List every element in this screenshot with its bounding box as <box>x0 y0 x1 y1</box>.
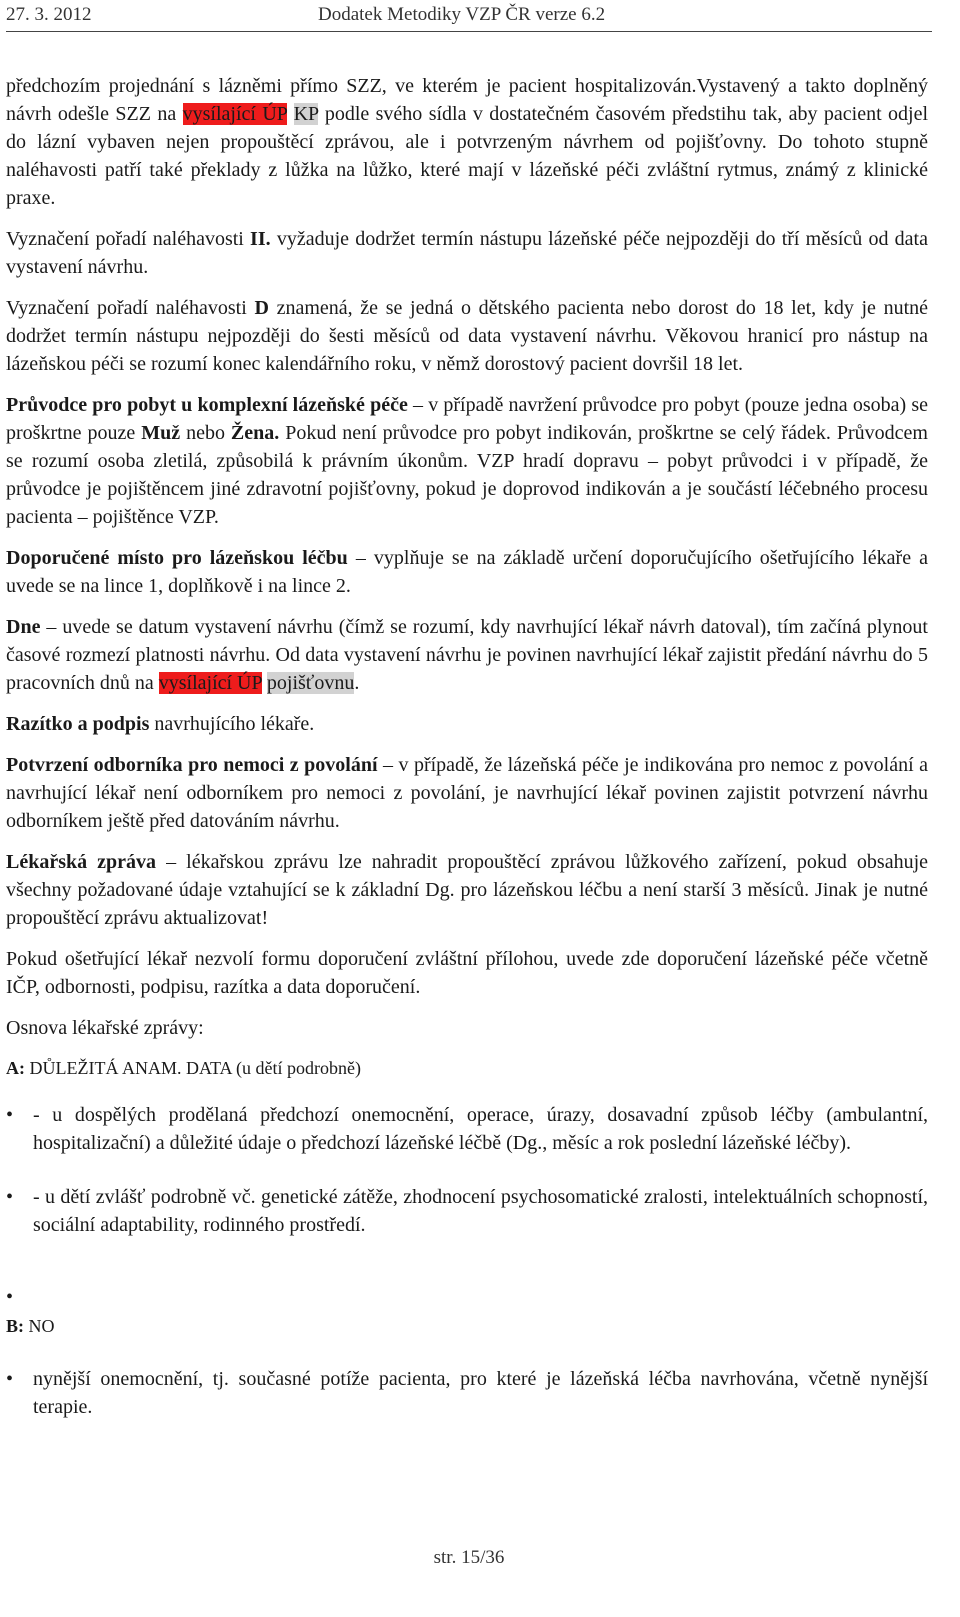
paragraph-transfer: předchozím projednání s lázněmi přímo SZZ, ve kterém je pacient hospitalizován.Vystavený a takto doplněný návrh odešle SZZ na vysílající ÚP KP podle svého sídla v dostatečném časovém předstihu tak, aby pacient odjel do lázní vybaven nejen propouštěcí zprávou, ale i potvrzeným návrhem od pojišťovny. Do tohoto stupně naléhavosti patří také překlady z lůžka na lůžko, které mají v lázeňské péči zvláštní rytmus, známý z klinické praxe. <box>6 75 929 209</box>
list-item: • nynější onemocnění, tj. současné potíže pacienta, pro které je lázeňská léčba navrhována, včetně nynější terapie. <box>6 1365 928 1421</box>
header-date: 27. 3. 2012 <box>6 4 92 25</box>
paragraph-stamp-signature: Razítko a podpis navrhujícího lékaře. <box>6 713 315 735</box>
section-b-heading: B: NO <box>6 1316 55 1336</box>
highlight-gray: KP <box>293 103 319 125</box>
document-body <box>6 72 928 1447</box>
paragraph-medical-report: Lékařská zpráva – lékařskou zprávu lze nahradit propouštěcí zprávou lůžkového zařízení, pokud obsahuje všechny požadované údaje vztahující se k základní Dg. pro lázeňskou léčbu a není starší 3 měsíců. Jinak je nutné propouštěcí zprávu aktualizovat! <box>6 851 929 929</box>
list-item: • - u dospělých prodělaná předchozí onemocnění, operace, úrazy, dosavadní způsob léčby (ambulantní, hospitalizační) a důležité údaje o předchozí lázeňské léčbě (Dg., měsíc a rok poslední lázeňské léčby). <box>6 1101 928 1157</box>
paragraph-recommendation: Pokud ošetřující lékař nezvolí formu doporučení zvláštní přílohou, uvede zde doporučení lázeňské péče včetně IČP, odbornosti, podpisu, razítka a data doporučení. <box>6 948 928 998</box>
list-item: • - u dětí zvlášť podrobně vč. genetické zátěže, zhodnocení psychosomatické zralosti, intelektuálních schopností, sociální adaptability, rodinného prostředí. <box>6 1183 928 1239</box>
bullet-list-b <box>6 1365 928 1421</box>
bullet-icon: • <box>6 1104 14 1126</box>
bullet-icon: • <box>6 1368 14 1390</box>
section-a-heading: A: DŮLEŽITÁ ANAM. DATA (u dětí podrobně) <box>6 1058 362 1078</box>
header-divider <box>6 31 932 32</box>
paragraph-companion: Průvodce pro pobyt u komplexní lázeňské péče – v případě navržení průvodce pro pobyt (pouze jedna osoba) se proškrtne pouze Muž nebo Žena. Pokud není průvodce pro pobyt indikován, proškrtne se celý řádek. Průvodcem se rozumí osoba zletilá, způsobilá k právním úkonům. VZP hradí dopravu – pobyt průvodci i v případě, že průvodce je pojištěncem jiné zdravotní pojišťovny, pokud je doprovod indikován a je součástí léčebného procesu pacienta – pojištěnce VZP. <box>6 394 928 528</box>
header-title: Dodatek Metodiky VZP ČR verze 6.2 <box>318 4 606 25</box>
paragraph-occupational-disease: Potvrzení odborníka pro nemoci z povolání – v případě, že lázeňská péče je indikována pro nemoc z povolání a navrhující lékař není odborníkem pro nemoci z povolání, je navrhující lékař povinen zajistit potvrzení návrhu odborníkem ještě před datováním návrhu. <box>6 754 928 832</box>
paragraph-urgency-ii: Vyznačení pořadí naléhavosti II. vyžaduje dodržet termín nástupu lázeňské péče nejpozději do tří měsíců od data vystavení návrhu. <box>6 228 928 278</box>
paragraph-date: Dne – uvede se datum vystavení návrhu (čímž se rozumí, kdy navrhující lékař návrh datoval), tím začíná plynout časové rozmezí platnosti návrhu. Od data vystavení návrhu je povinen navrhující lékař zajistit předání návrhu do 5 pracovních dnů na vysílající ÚP pojišťovnu. <box>6 616 928 694</box>
bullet-list-a <box>6 1101 928 1239</box>
empty-list-item <box>6 1265 928 1313</box>
paragraph-urgency-d: Vyznačení pořadí naléhavosti D znamená, že se jedná o dětského pacienta nebo dorost do 18 let, kdy je nutné dodržet termín nástupu nejpozději do šesti měsíců od data vystavení návrhu. Věkovou hranicí pro nástup na lázeňskou péči se rozumí konec kalendářního roku, v němž dorostový pacient dovršil 18 let. <box>6 297 929 375</box>
highlight-red: vysílající ÚP <box>158 672 262 694</box>
page-header <box>6 4 934 30</box>
bullet-icon: • <box>6 1286 14 1308</box>
highlight-red: vysílající ÚP <box>182 103 288 125</box>
paragraph-recommended-place: Doporučené místo pro lázeňskou léčbu – vyplňuje se na základě určení doporučujícího ošetřujícího lékaře a uvede se na lince 1, doplňkově i na lince 2. <box>6 547 929 597</box>
highlight-gray: pojišťovnu <box>266 672 355 694</box>
page-number: str. 15/36 <box>433 1547 505 1568</box>
paragraph-outline-heading: Osnova lékařské zprávy: <box>6 1017 204 1039</box>
bullet-icon: • <box>6 1186 14 1208</box>
